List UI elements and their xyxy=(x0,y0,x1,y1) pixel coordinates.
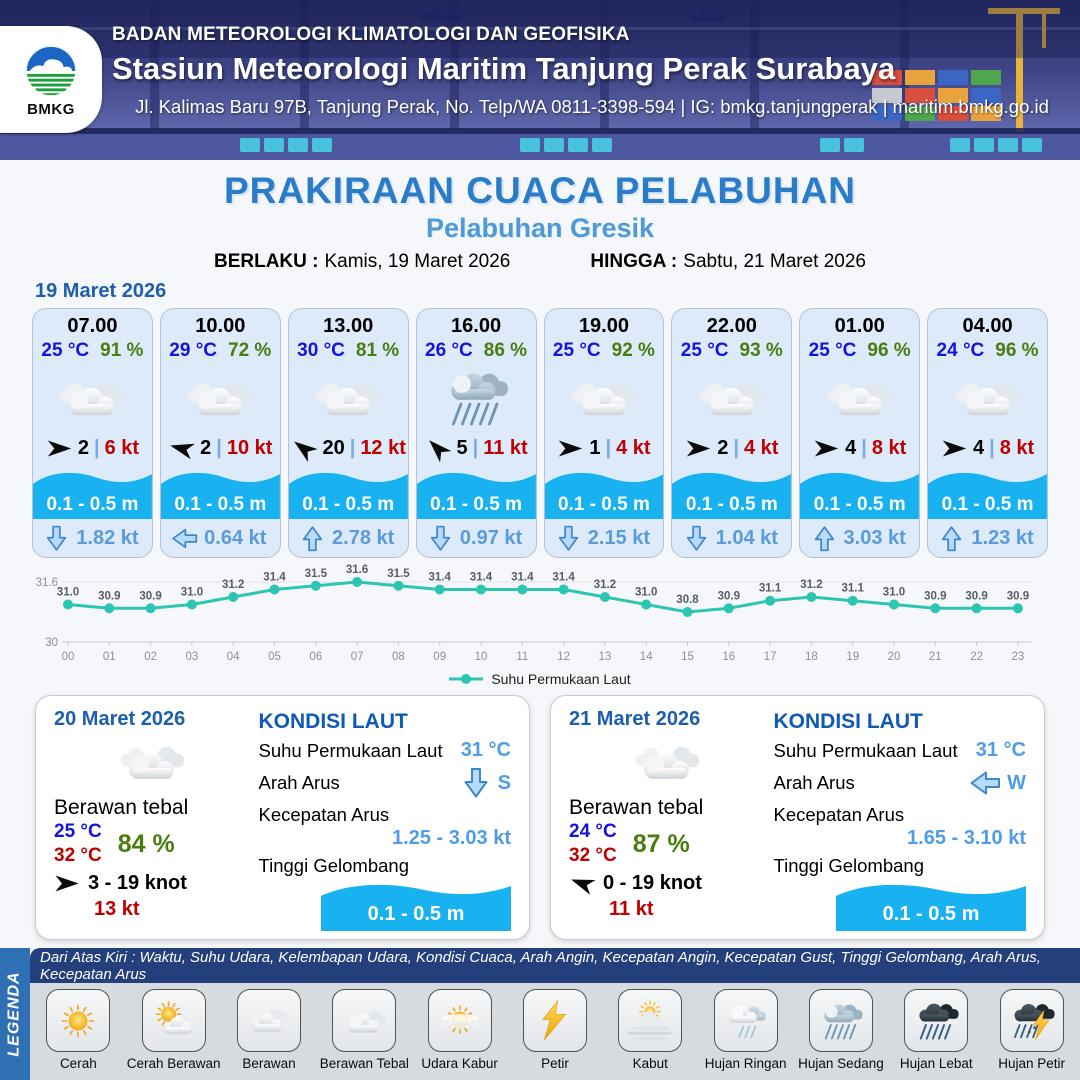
humidity: 93 % xyxy=(739,340,783,361)
legend-label: Hujan Lebat xyxy=(899,1056,973,1071)
svg-text:08: 08 xyxy=(392,651,405,663)
wind-row xyxy=(545,434,664,462)
wave-height-box xyxy=(836,877,1026,931)
temp-humidity-row xyxy=(928,340,1047,362)
wave-height-band xyxy=(33,465,152,519)
current-row xyxy=(289,519,408,557)
temp-humidity-row xyxy=(672,340,791,362)
current-row xyxy=(672,519,791,557)
legend-item-kabut xyxy=(603,989,697,1080)
day-summary xyxy=(54,708,251,929)
wave-height-band xyxy=(161,465,280,519)
wave-height: 0.1 - 0.5 m xyxy=(941,494,1034,515)
current-direction-icon xyxy=(171,528,198,549)
svg-text:31.4: 31.4 xyxy=(469,571,493,584)
svg-text:31.1: 31.1 xyxy=(841,582,864,595)
air-temperature: 25 °C xyxy=(808,340,857,361)
condition-label: Berawan tebal xyxy=(569,796,704,819)
air-temperature: 24 °C xyxy=(936,340,985,361)
wind-direction-icon xyxy=(166,435,197,460)
temp-humidity-row xyxy=(417,340,536,362)
gust-speed: 8 kt xyxy=(871,436,907,459)
current-direction-icon xyxy=(969,770,1001,796)
separator: | xyxy=(216,436,222,459)
legend-icon-berawan xyxy=(237,989,301,1052)
wave-height: 0.1 - 0.5 m xyxy=(46,494,139,515)
current-speed-label: Kecepatan Arus xyxy=(773,804,905,825)
legend-label: Udara Kabur xyxy=(421,1056,498,1071)
wind-direction-icon xyxy=(54,874,80,893)
legend-icon-berawan-tebal xyxy=(332,989,396,1052)
gust-speed: 10 kt xyxy=(226,436,273,459)
svg-text:19: 19 xyxy=(846,651,860,663)
wave-height: 0.1 - 0.5 m xyxy=(882,903,980,925)
forecast-card-10.00 xyxy=(160,308,281,558)
daily-forecast-row xyxy=(35,695,1045,940)
legend-label: Hujan Ringan xyxy=(704,1056,787,1071)
wave-height-band xyxy=(672,465,791,519)
current-row xyxy=(161,519,280,557)
legend-icon-cerah-berawan xyxy=(142,989,206,1052)
legend-label: Berawan xyxy=(242,1056,296,1071)
chart-legend xyxy=(0,671,1080,687)
svg-text:10: 10 xyxy=(474,651,488,663)
humidity: 72 % xyxy=(228,340,272,361)
forecast-card-16.00 xyxy=(416,308,537,558)
air-temperature: 25 °C xyxy=(41,340,90,361)
legend-icon-petir xyxy=(523,989,587,1052)
gust-speed: 11 kt xyxy=(483,436,528,459)
weather-icon-berawan-tebal xyxy=(33,362,152,434)
temp-humidity-row xyxy=(545,340,664,362)
sea-conditions xyxy=(251,708,512,929)
legend-label: Petir xyxy=(541,1056,569,1071)
current-direction-icon xyxy=(814,525,835,552)
svg-text:31.5: 31.5 xyxy=(304,567,327,580)
svg-text:30.9: 30.9 xyxy=(1006,590,1030,603)
temp-min: 24 °C xyxy=(569,821,617,842)
legend-label: Berawan Tebal xyxy=(319,1056,409,1071)
forecast-card-07.00 xyxy=(32,308,153,558)
current-speed: 1.23 kt xyxy=(971,526,1034,549)
current-speed: 0.97 kt xyxy=(459,526,523,549)
legend-item-cerah-berawan xyxy=(127,989,221,1080)
legend-item-hujan-lebat xyxy=(889,989,983,1080)
forecast-card-01.00 xyxy=(799,308,920,558)
humidity: 84 % xyxy=(117,829,175,858)
current-direction-icon xyxy=(558,525,579,552)
legend-item-udara-kabur xyxy=(413,989,507,1080)
current-speed-value: 1.25 - 3.03 kt xyxy=(392,827,511,849)
svg-text:31.4: 31.4 xyxy=(428,571,451,584)
svg-text:31.6: 31.6 xyxy=(345,564,369,576)
temps-row xyxy=(54,821,251,867)
svg-text:06: 06 xyxy=(309,651,323,663)
legend-section xyxy=(0,948,1080,1080)
current-row xyxy=(417,519,536,557)
current-direction-value: W xyxy=(972,767,1026,799)
svg-text:31.0: 31.0 xyxy=(56,586,80,599)
svg-text:07: 07 xyxy=(350,651,364,663)
legend-icon-cerah xyxy=(46,989,110,1052)
humidity: 96 % xyxy=(867,340,911,361)
wind-range: 0 - 19 knot xyxy=(603,872,702,894)
legend-label: Hujan Petir xyxy=(998,1056,1065,1071)
wind-direction-icon xyxy=(288,432,321,463)
svg-text:31.0: 31.0 xyxy=(882,586,906,599)
current-row xyxy=(928,519,1047,557)
svg-text:21: 21 xyxy=(928,651,942,663)
current-row xyxy=(545,519,664,557)
temp-min: 25 °C xyxy=(54,821,102,842)
svg-text:18: 18 xyxy=(805,651,818,663)
current-speed: 2.15 kt xyxy=(587,526,651,549)
svg-text:30.9: 30.9 xyxy=(717,590,740,603)
wave-height: 0.1 - 0.5 m xyxy=(813,494,906,515)
svg-text:09: 09 xyxy=(433,651,447,663)
temps-row xyxy=(569,821,766,867)
wind-row xyxy=(33,434,152,462)
sea-conditions-title: KONDISI LAUT xyxy=(258,710,408,733)
wind-speed: 2 xyxy=(77,436,89,459)
current-speed: 1.04 kt xyxy=(715,526,778,549)
wave-height-band xyxy=(928,465,1047,519)
svg-text:31.2: 31.2 xyxy=(800,579,823,591)
wind-row xyxy=(672,434,791,462)
current-direction-icon xyxy=(46,525,67,552)
svg-text:31.4: 31.4 xyxy=(552,571,575,584)
svg-text:30.9: 30.9 xyxy=(139,590,162,603)
legend-item-berawan xyxy=(222,989,316,1080)
wind-direction-icon xyxy=(567,870,598,897)
svg-text:03: 03 xyxy=(185,651,199,663)
harbour-name: Pelabuhan Gresik xyxy=(425,213,655,243)
station-contact: Jl. Kalimas Baru 97B, Tanjung Perak, No. Telp/WA 0811-3398-594 | IG: bmkg.tanjungperak | maritim.bmkg.go.id xyxy=(135,96,1049,117)
bmkg-logo xyxy=(0,26,102,133)
legend-icon-hujan-ringan xyxy=(714,989,778,1052)
air-temperature: 29 °C xyxy=(169,340,218,361)
time-label: 19.00 xyxy=(578,315,629,337)
svg-text:31.2: 31.2 xyxy=(593,579,617,591)
chart-legend-label: Suhu Permukaan Laut xyxy=(491,671,631,687)
humidity: 87 % xyxy=(632,829,690,858)
svg-text:31.0: 31.0 xyxy=(635,586,658,599)
bmkg-logo-icon xyxy=(22,42,80,100)
validity-line xyxy=(0,251,1080,273)
current-speed-value: 1.65 - 3.10 kt xyxy=(907,827,1026,849)
sst-label: Suhu Permukaan Laut xyxy=(258,739,443,761)
svg-text:17: 17 xyxy=(763,651,777,663)
weather-icon-berawan-tebal xyxy=(928,362,1047,434)
wave-height-band xyxy=(800,465,919,519)
humidity: 92 % xyxy=(611,340,655,361)
wave-height-band xyxy=(417,465,536,519)
svg-text:13: 13 xyxy=(598,651,612,663)
svg-text:30.9: 30.9 xyxy=(924,590,947,603)
air-temperature: 26 °C xyxy=(425,340,473,361)
wave-height: 0.1 - 0.5 m xyxy=(302,494,395,515)
humidity: 91 % xyxy=(100,340,144,361)
forecast-card-19.00 xyxy=(544,308,665,558)
wind-direction-icon xyxy=(557,439,584,458)
svg-text:11: 11 xyxy=(516,651,529,663)
sst-chart-container xyxy=(22,564,1058,669)
hourly-forecast-row xyxy=(32,308,1048,558)
svg-text:22: 22 xyxy=(970,651,983,663)
humidity: 86 % xyxy=(483,340,528,361)
wave-height: 0.1 - 0.5 m xyxy=(430,494,522,515)
current-direction-icon xyxy=(463,767,489,799)
svg-text:04: 04 xyxy=(226,651,240,663)
air-temperature: 25 °C xyxy=(552,340,601,361)
svg-text:31.6: 31.6 xyxy=(35,577,58,589)
sea-conditions xyxy=(766,708,1027,929)
svg-text:30.9: 30.9 xyxy=(98,590,121,603)
agency-name: BADAN METEOROLOGI KLIMATOLOGI DAN GEOFISIKA xyxy=(112,24,630,45)
svg-text:31.0: 31.0 xyxy=(180,586,204,599)
legend-icons-row xyxy=(30,983,1080,1080)
legend-icon-hujan-sedang xyxy=(809,989,873,1052)
wave-height-row xyxy=(259,855,512,931)
legend-label: Kabut xyxy=(632,1056,668,1071)
current-speed-row xyxy=(259,804,512,850)
current-direction-icon xyxy=(430,525,451,552)
wind-direction-icon xyxy=(422,432,455,465)
air-temperature: 25 °C xyxy=(680,340,729,361)
legend-icon-udara-kabur xyxy=(428,989,492,1052)
svg-text:01: 01 xyxy=(102,651,116,663)
gust-speed: 11 kt xyxy=(609,898,654,920)
wind-row xyxy=(161,434,280,462)
temp-humidity-row xyxy=(800,340,919,362)
legend-label: Hujan Sedang xyxy=(798,1056,884,1071)
time-label: 10.00 xyxy=(195,315,246,337)
time-label: 22.00 xyxy=(706,315,757,337)
wind-row xyxy=(289,434,408,462)
date-label: 20 Maret 2026 xyxy=(54,708,186,730)
weather-icon-berawan-tebal xyxy=(569,731,766,793)
svg-text:05: 05 xyxy=(268,651,281,663)
legend-side-label: LEGENDA xyxy=(6,971,24,1057)
wind-speed: 2 xyxy=(200,436,212,459)
current-direction-value: S xyxy=(463,767,511,799)
page-title: PRAKIRAAN CUACA PELABUHAN xyxy=(223,170,857,211)
weather-icon-hujan-sedang xyxy=(417,362,536,434)
legend-item-hujan-sedang xyxy=(794,989,888,1080)
time-label: 16.00 xyxy=(451,315,502,337)
legend-label: Cerah Berawan xyxy=(126,1056,221,1071)
wind-row xyxy=(417,434,536,462)
day-summary xyxy=(569,708,766,929)
legend-item-hujan-petir xyxy=(985,989,1079,1080)
day-card-21-Maret-2026 xyxy=(550,695,1045,940)
svg-text:23: 23 xyxy=(1011,651,1025,663)
current-speed: 2.78 kt xyxy=(332,526,395,549)
legend-marker-icon xyxy=(449,673,483,685)
separator: | xyxy=(472,436,479,459)
svg-text:20: 20 xyxy=(887,651,901,663)
wind-speed: 4 xyxy=(845,436,857,459)
humidity: 81 % xyxy=(355,340,400,361)
separator: | xyxy=(989,436,995,459)
separator: | xyxy=(349,436,356,459)
svg-text:31.4: 31.4 xyxy=(263,571,286,584)
wave-height-row xyxy=(774,855,1027,931)
air-temperature: 30 °C xyxy=(297,340,345,361)
svg-text:30: 30 xyxy=(45,637,58,649)
time-label: 01.00 xyxy=(834,315,885,337)
wind-direction-icon xyxy=(813,439,840,458)
current-direction-label: Arah Arus xyxy=(773,772,855,793)
current-direction-icon xyxy=(302,525,323,552)
sst-line-chart xyxy=(22,564,1058,664)
station-name: Stasiun Meteorologi Maritim Tanjung Perak Surabaya xyxy=(112,51,896,86)
svg-text:31.5: 31.5 xyxy=(387,567,410,580)
forecast-card-13.00 xyxy=(288,308,409,558)
legend-description-strip xyxy=(30,948,1080,983)
svg-text:30.9: 30.9 xyxy=(965,590,988,603)
wind-row xyxy=(800,434,919,462)
svg-text:15: 15 xyxy=(681,651,694,663)
wind-row xyxy=(928,434,1047,462)
header-banner xyxy=(0,0,1080,160)
legend-label: Cerah xyxy=(59,1056,97,1071)
current-direction-row xyxy=(259,767,512,799)
temp-max: 32 °C xyxy=(54,845,102,866)
current-direction-icon xyxy=(941,525,962,552)
svg-text:31.2: 31.2 xyxy=(222,579,245,591)
separator: | xyxy=(605,436,612,459)
wave-height: 0.1 - 0.5 m xyxy=(367,903,465,925)
svg-text:14: 14 xyxy=(639,651,653,663)
weather-icon-berawan-tebal xyxy=(672,362,791,434)
current-speed-label: Kecepatan Arus xyxy=(258,804,390,825)
separator: | xyxy=(93,436,100,459)
wind-speed: 1 xyxy=(589,436,601,459)
current-direction-row xyxy=(774,767,1027,799)
time-label: 07.00 xyxy=(67,315,118,337)
legend-side-strip xyxy=(0,948,30,1080)
current-speed: 0.64 kt xyxy=(204,526,267,549)
gust-speed: 12 kt xyxy=(360,436,406,459)
weather-icon-berawan-tebal xyxy=(545,362,664,434)
humidity: 96 % xyxy=(995,340,1039,361)
sst-label: Suhu Permukaan Laut xyxy=(773,739,958,761)
svg-text:31.1: 31.1 xyxy=(758,582,782,595)
current-direction-label: Arah Arus xyxy=(258,772,340,793)
wave-height-label: Tinggi Gelombang xyxy=(773,855,924,876)
legend-item-berawan-tebal xyxy=(317,989,411,1080)
sst-value: 31 °C xyxy=(975,739,1026,761)
legend-item-cerah xyxy=(31,989,125,1080)
current-speed: 3.03 kt xyxy=(843,526,906,549)
weather-icon-berawan-tebal xyxy=(161,362,280,434)
forecast-date-label: 19 Maret 2026 xyxy=(35,280,167,302)
legend-description: Dari Atas Kiri : Waktu, Suhu Udara, Kelembapan Udara, Kondisi Cuaca, Arah Angin, Kecepatan Angin, Kecepatan Gust, Tinggi Gelombang, Arah Arus, Kecepatan Arus xyxy=(40,948,1041,983)
wind-direction-icon xyxy=(685,439,712,458)
gust-speed: 4 kt xyxy=(616,436,651,459)
legend-icon-hujan-lebat xyxy=(904,989,968,1052)
weather-icon-berawan-tebal xyxy=(54,731,251,793)
svg-text:30.8: 30.8 xyxy=(676,594,699,606)
wave-height-label: Tinggi Gelombang xyxy=(258,855,409,876)
gust-speed: 8 kt xyxy=(999,436,1035,459)
wind-speed: 2 xyxy=(717,436,729,459)
svg-text:00: 00 xyxy=(61,651,75,663)
svg-text:31.4: 31.4 xyxy=(511,571,534,584)
sst-row xyxy=(259,739,512,762)
wind-range: 3 - 19 knot xyxy=(88,872,187,894)
time-label: 13.00 xyxy=(323,315,374,337)
forecast-card-04.00 xyxy=(927,308,1048,558)
valid-to: HINGGA : Sabtu, 21 Maret 2026 xyxy=(590,251,867,272)
time-label: 04.00 xyxy=(962,315,1013,337)
legend-icon-hujan-petir xyxy=(1000,989,1064,1052)
sst-value: 31 °C xyxy=(460,739,511,761)
separator: | xyxy=(861,436,867,459)
current-row xyxy=(800,519,919,557)
svg-text:02: 02 xyxy=(144,651,157,663)
wave-height: 0.1 - 0.5 m xyxy=(685,494,778,515)
wind-row xyxy=(569,872,766,895)
svg-text:16: 16 xyxy=(722,651,736,663)
date-label: 21 Maret 2026 xyxy=(569,708,701,730)
legend-item-hujan-ringan xyxy=(699,989,793,1080)
wind-row xyxy=(54,872,251,895)
legend-item-petir xyxy=(508,989,602,1080)
gust-speed: 4 kt xyxy=(743,436,779,459)
temp-max: 32 °C xyxy=(569,845,617,866)
condition-label: Berawan tebal xyxy=(54,796,189,819)
weather-icon-berawan-tebal xyxy=(800,362,919,434)
sea-conditions-title: KONDISI LAUT xyxy=(773,710,923,733)
wave-height-box xyxy=(321,877,511,931)
day-card-20-Maret-2026 xyxy=(35,695,530,940)
sst-row xyxy=(774,739,1027,762)
temp-humidity-row xyxy=(161,340,280,362)
legend-icon-kabut xyxy=(618,989,682,1052)
bmkg-logo-label: BMKG xyxy=(27,100,75,118)
forecast-card-22.00 xyxy=(671,308,792,558)
current-row xyxy=(33,519,152,557)
wind-speed: 5 xyxy=(456,436,468,459)
wave-height: 0.1 - 0.5 m xyxy=(557,494,650,515)
gust-speed: 6 kt xyxy=(104,436,140,459)
temp-humidity-row xyxy=(289,340,408,362)
valid-from: BERLAKU : Kamis, 19 Maret 2026 xyxy=(213,251,511,272)
wave-height-band xyxy=(289,465,408,519)
current-speed-row xyxy=(774,804,1027,850)
wind-direction-icon xyxy=(46,439,73,458)
current-speed: 1.82 kt xyxy=(76,526,139,549)
wind-direction-icon xyxy=(941,439,968,458)
wave-height: 0.1 - 0.5 m xyxy=(174,494,267,515)
temp-humidity-row xyxy=(33,340,152,362)
weather-icon-berawan-tebal xyxy=(289,362,408,434)
wave-height-band xyxy=(545,465,664,519)
gust-speed: 13 kt xyxy=(94,898,140,920)
separator: | xyxy=(733,436,739,459)
wind-speed: 4 xyxy=(972,436,985,459)
current-direction-icon xyxy=(686,525,707,552)
svg-text:12: 12 xyxy=(557,651,570,663)
wind-speed: 20 xyxy=(322,436,345,459)
